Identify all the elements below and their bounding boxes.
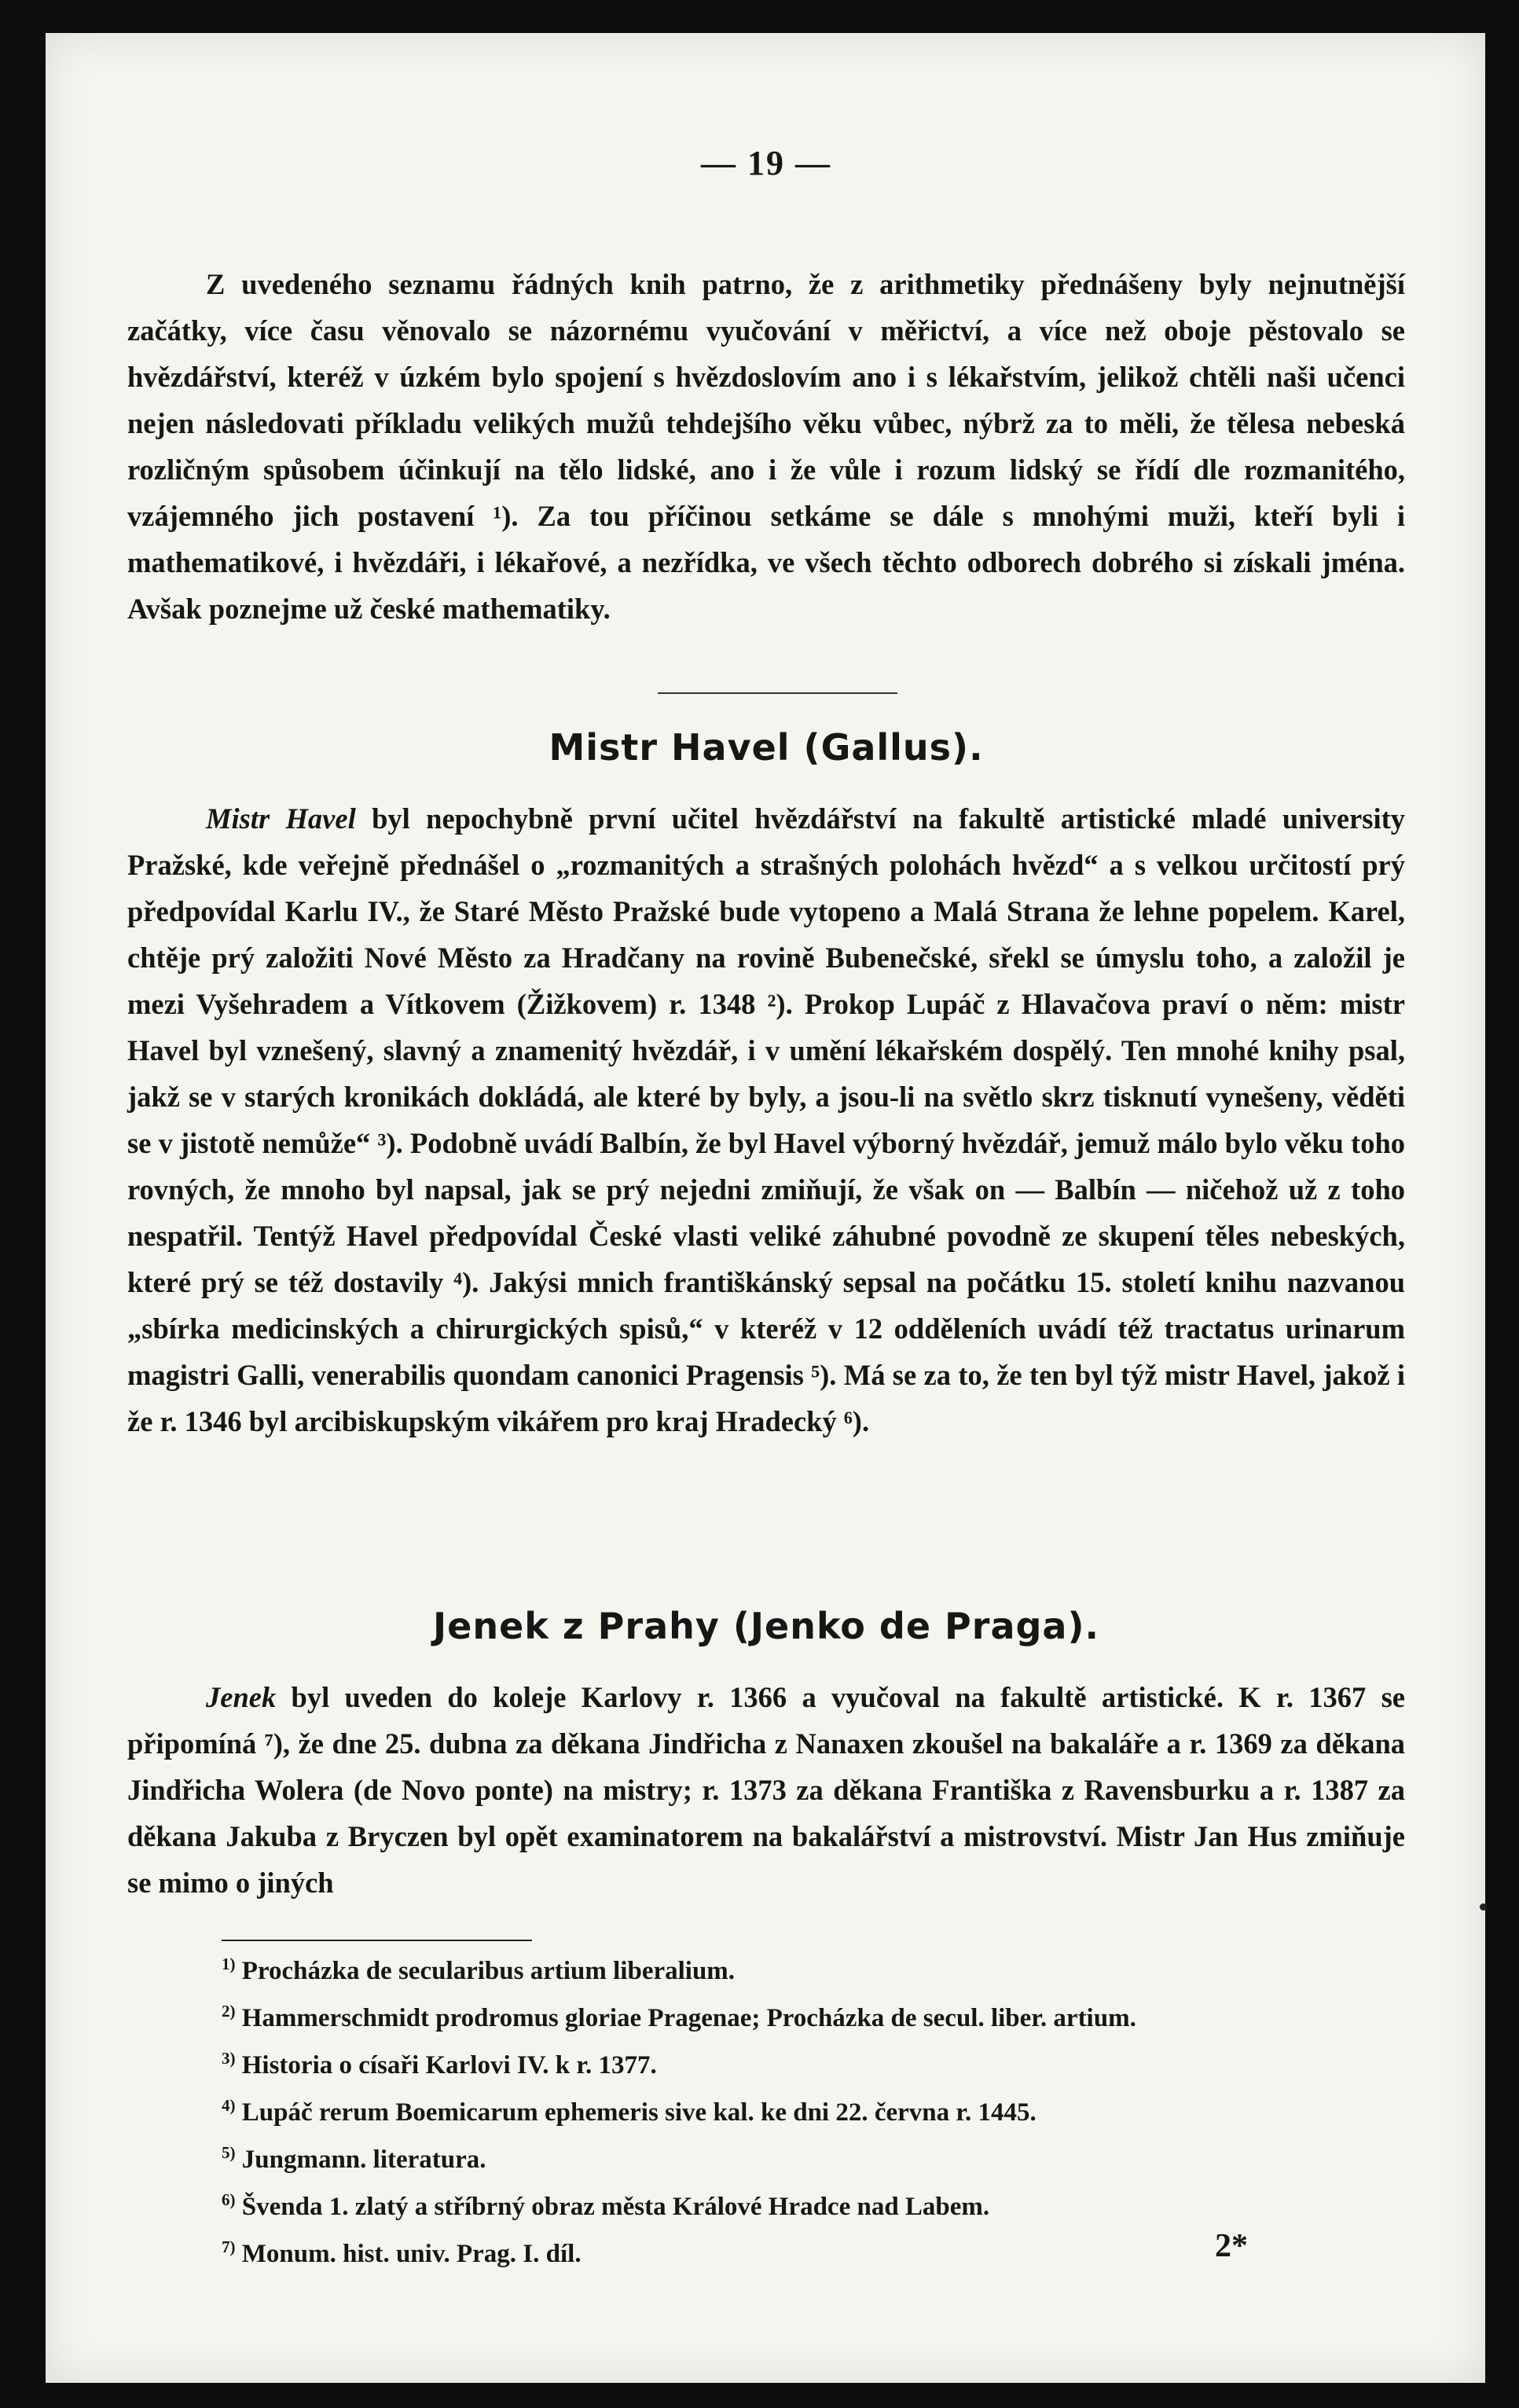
section-divider (658, 692, 897, 694)
footnote-3 (222, 2039, 1400, 2086)
section-jenek (127, 1674, 1405, 1906)
footnote-text: Hammerschmidt prodromus gloriae Pragenae; Procházka de secul. liber. artium. (241, 2004, 1136, 2032)
footnote-text: Jungmann. literatura. (241, 2146, 486, 2174)
book-page (46, 33, 1485, 2383)
footnotes-list (222, 1944, 1400, 2274)
footnote-mark: 3) (222, 2049, 236, 2068)
footnote-text: Historia o císaři Karlovi IV. k r. 1377. (241, 2051, 657, 2079)
intro-block (127, 261, 1405, 632)
heading-mistr-havel: Mistr Havel (Gallus). (549, 726, 984, 769)
heading-jenek-z-prahy: Jenek z Prahy (Jenko de Praga). (433, 1605, 1099, 1647)
footnote-text: Lupáč rerum Boemicarum ephemeris sive kal. ke dni 22. června r. 1445. (241, 2098, 1037, 2127)
footnote-mark: 1) (222, 1955, 236, 1973)
footnote-text: Monum. hist. univ. Prag. I. díl. (241, 2240, 582, 2268)
footnote-text: Švenda 1. zlatý a stříbrný obraz města Králové Hradce nad Labem. (241, 2193, 990, 2221)
footnote-2 (222, 1991, 1400, 2039)
footnote-mark: 5) (222, 2143, 236, 2162)
footnote-1 (222, 1944, 1400, 1991)
footnote-mark: 6) (222, 2190, 236, 2209)
havel-text: byl nepochybně první učitel hvězdářství na fakultě artistické mladé university Pražské, kde veřejně přednášel o „rozmanitých a strašných polohách hvězd“ a s velkou určitostí prý předpovídal Karlu IV., že Staré Město Pražské bude vytopeno a Malá Strana že lehne popelem. Karel, chtěje prý založiti Nové Město za Hradčany na rovině Bubenečské, sřekl se úmyslu toho, a založil je mezi Vyšehradem a Vítkovem (Žižkovem) r. 1348 ²). Prokop Lupáč z Hlavačova praví o něm: mistr Havel byl vznešený, slavný a znamenitý hvězdář, i v umění lékařském dospělý. Ten mnohé knihy psal, jakž se v starých kronikách dokládá, ale které by byly, a jsou-li na světlo skrz tisknutí vynešeny, věděti se v jistotě nemůže“ ³). Podobně uvádí Balbín, že byl Havel výborný hvězdář, jemuž málo bylo věku toho rovných, že mnoho byl napsal, jak se prý nejedni zmiňují, že však on — Balbín — ničehož už z toho nespatřil. Tentýž Havel předpovídal České vlasti veliké záhubné povodně ze skupení těles nebeských, které prý se též dostavily ⁴). Jakýsi mnich františkánský sepsal na počátku 15. století knihu nazvanou „sbírka medicinských a chirurgických spisů,“ v kteréž v 12 odděleních uvádí též tractatus urinarum magistri Galli, venerabilis quondam canonici Pragensis ⁵). Má se za to, že ten byl týž mistr Havel, jakož i že r. 1346 byl arcibiskupským vikářem pro kraj Hradecký ⁶). (127, 802, 1406, 1437)
ink-speck (1480, 1903, 1487, 1911)
footnote-rule (222, 1940, 532, 1941)
jenek-lead: Jenek (206, 1681, 277, 1713)
havel-paragraph (127, 795, 1405, 1444)
footnote-mark: 2) (222, 2002, 236, 2021)
footnote-4 (222, 2086, 1400, 2133)
footnote-text: Procházka de secularibus artium liberalium. (241, 1957, 736, 1985)
footnote-5 (222, 2133, 1400, 2180)
page-number: — 19 — (701, 144, 831, 182)
jenek-text: byl uveden do koleje Karlovy r. 1366 a vyučoval na fakultě artistické. K r. 1367 se připomíná ⁷), že dne 25. dubna za děkana Jindřicha z Nanaxen zkoušel na bakaláře a r. 1369 za děkana Jindřicha Wolera (de Novo ponte) na mistry; r. 1373 za děkana Františka z Ravensburku a r. 1387 za děkana Jakuba z Bryczen byl opět examinatorem na bakalářství a mistrovství. Mistr Jan Hus zmiňuje se mimo o jiných (127, 1681, 1405, 1899)
footnote-mark: 7) (222, 2237, 236, 2256)
footnote-6 (222, 2180, 1400, 2227)
jenek-paragraph (127, 1674, 1405, 1906)
havel-lead: Mistr Havel (206, 802, 356, 835)
signature-mark: 2* (1215, 2228, 1248, 2264)
intro-paragraph: Z uvedeného seznamu řádných knih patrno, že z arithmetiky přednášeny byly nejnutnější začátky, více času věnovalo se názornému vyučování v měřictví, a více než oboje pěstovalo se hvězdářství, kteréž v úzkém bylo spojení s hvězdoslovím ano i s lékařstvím, jelikož chtěli naši učenci nejen následovati příkladu velikých mužů tehdejšího věku vůbec, nýbrž za to měli, že tělesa nebeská rozličným spůsobem účinkují na tělo lidské, ano i že vůle i rozum lidský se řídí dle rozmanitého, vzájemného jich postavení ¹). Za tou příčinou setkáme se dále s mnohými muži, kteří byli i mathematikové, i hvězdáři, i lékařové, a nezřídka, ve všech těchto odborech dobrého si získali jména. Avšak poznejme už české mathematiky. (127, 268, 1405, 625)
section-mistr-havel (127, 795, 1405, 1444)
footnote-mark: 4) (222, 2096, 236, 2115)
